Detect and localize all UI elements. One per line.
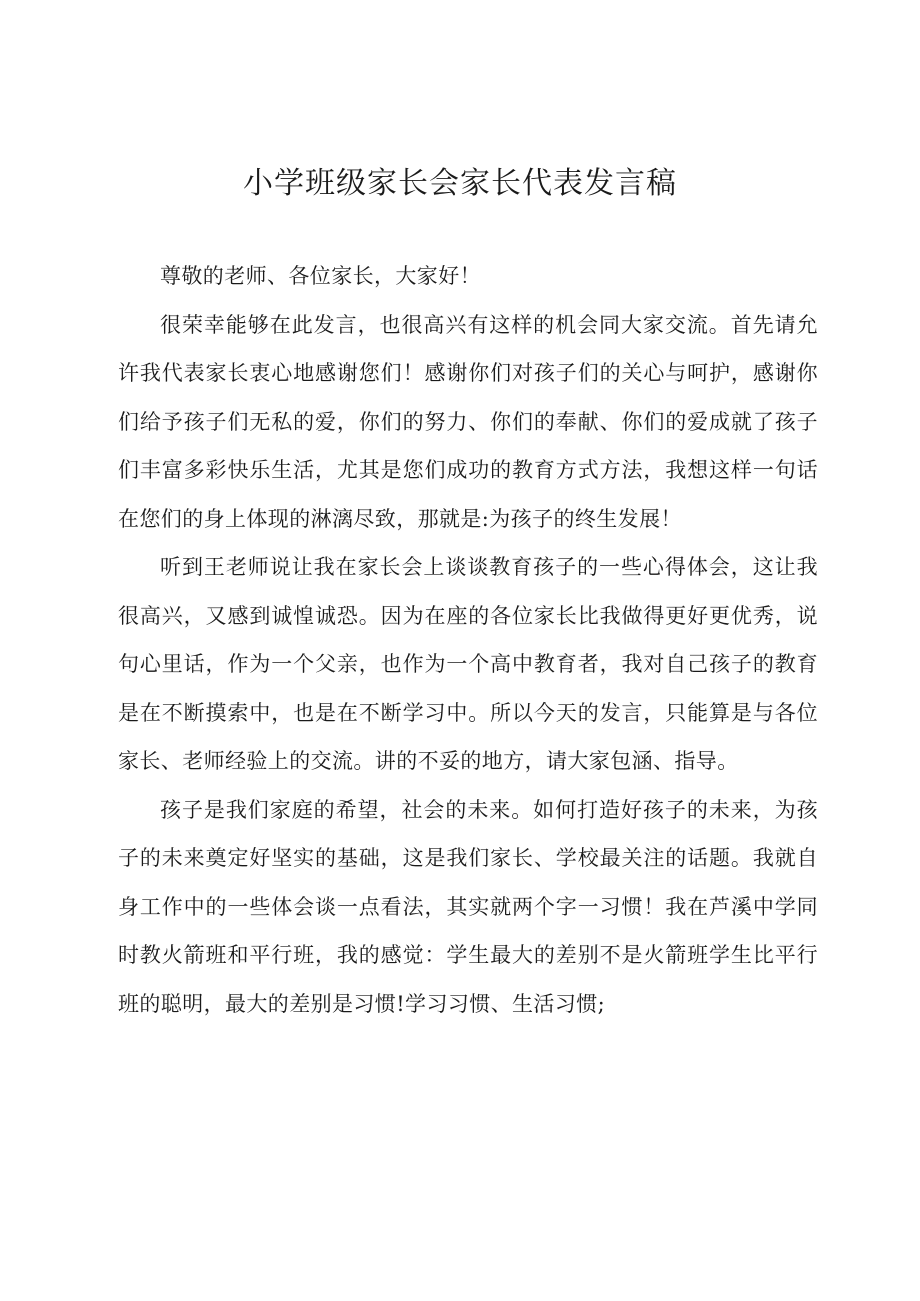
document-title: 小学班级家长会家长代表发言稿 <box>243 166 677 201</box>
paragraph-greeting: 尊敬的老师、各位家长，大家好！ <box>160 264 481 288</box>
paragraph-habits: 孩子是我们家庭的希望，社会的未来。如何打造好孩子的未来，为孩子的未来奠定好坚实的基础，这是我们家长、学校最关注的话题。我就自身工作中的一些体会谈一点看法，其实就两个字一习惯！我在芦溪中学同时教火箭班和平行班，我的感觉：学生最大的差别不是火箭班学生比平行班的聪明，最大的差别是习惯!学习习惯、生活习惯; <box>118 797 818 1016</box>
document-body <box>118 252 818 1028</box>
paragraph-introduction: 听到王老师说让我在家长会上谈谈教育孩子的一些心得体会，这让我很高兴，又感到诚惶诚恐。因为在座的各位家长比我做得更好更优秀，说句心里话，作为一个父亲，也作为一个高中教育者，我对自己孩子的教育是在不断摸索中，也是在不断学习中。所以今天的发言，只能算是与各位家长、老师经验上的交流。讲的不妥的地方，请大家包涵、指导。 <box>118 555 818 773</box>
paragraph-thanks: 很荣幸能够在此发言，也很高兴有这样的机会同大家交流。首先请允许我代表家长衷心地感谢您们！感谢你们对孩子们的关心与呵护，感谢你们给予孩子们无私的爱，你们的努力、你们的奉献、你们的爱成就了孩子们丰富多彩快乐生活，尤其是您们成功的教育方式方法，我想这样一句话在您们的身上体现的淋漓尽致，那就是:为孩子的终生发展！ <box>118 312 818 531</box>
